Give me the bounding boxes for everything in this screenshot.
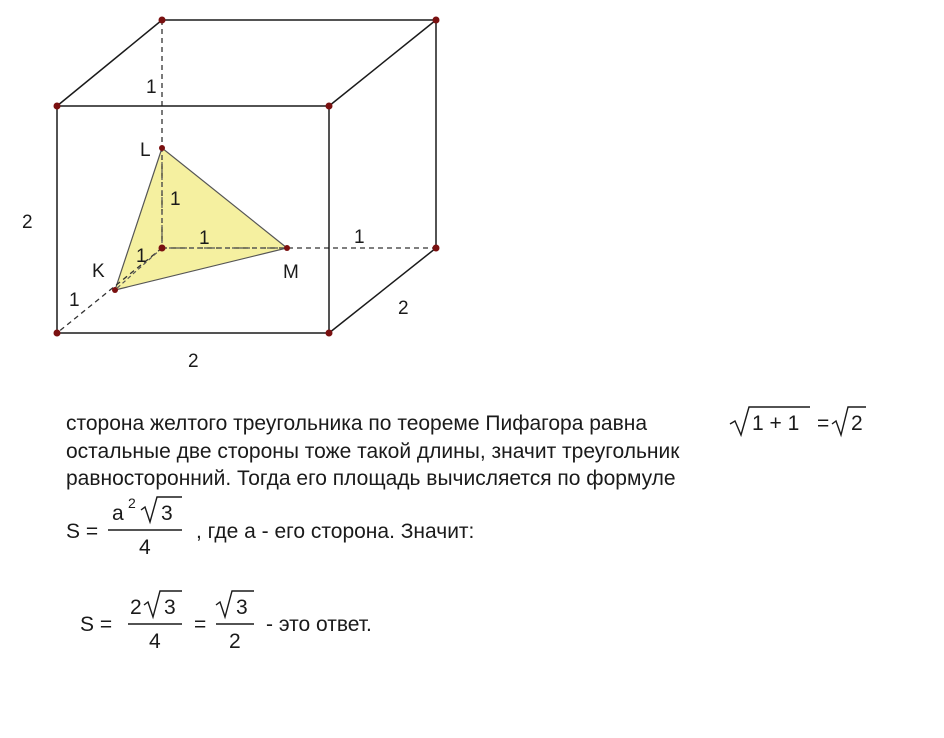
vertex [54,330,61,337]
formula-2-fraction-1 [120,588,190,654]
edge-label-back: 1 [354,227,365,248]
formula-2-sqrt-arg-2: 3 [236,596,248,619]
yellow-triangle [115,148,287,290]
formula-2-fraction-2 [212,588,262,654]
edge-label-ck: 1 [136,246,147,267]
text-line-3: равносторонний. Тогда его площадь вычисляется по формуле [66,467,676,490]
visible-edges [57,20,436,333]
vertex [326,330,333,337]
formula-1-denominator: 4 [139,536,151,559]
vertex-k [112,287,118,293]
formula-2-coef: 2 [130,596,142,619]
radical-sign [144,591,182,617]
sqrt-argument: 1 + 1 [752,412,800,435]
equals-sign: = [817,412,830,435]
vertex-m [284,245,290,251]
vertex [159,245,166,252]
point-label-l: L [140,140,151,161]
point-label-m: M [283,262,299,283]
vertex [326,103,333,110]
edge-label-cm: 1 [199,228,210,249]
formula-1-exponent: 2 [128,495,136,511]
vertex [54,103,61,110]
sqrt-argument: 2 [851,412,863,435]
edge-label-vertical-top: 1 [146,77,157,98]
text-line-2: остальные две стороны тоже такой длины, значит треугольник [66,440,680,463]
text-line-1-body: сторона желтого треугольника по теореме Пифагора равна [66,412,648,435]
vertex [433,245,440,252]
formula-1-a: a [112,502,124,525]
hidden-edges [57,20,436,333]
formula-2-denominator: 4 [149,630,161,653]
point-label-k: K [92,261,105,282]
formula-1-sqrt-arg: 3 [161,502,173,525]
formula-2-denominator-2: 2 [229,630,241,653]
bottom-right-edge [329,248,436,333]
formula-2-sqrt-arg: 3 [164,596,176,619]
formula-1-tail: , где а - его сторона. Значит: [196,520,475,543]
edge-label-width: 2 [188,351,199,372]
formula-2-tail: - это ответ. [266,613,372,636]
edge-label-height: 2 [22,212,33,233]
edge-label-kd: 1 [69,290,80,311]
sqrt-1-plus-1 [728,404,878,438]
edge-label-lc: 1 [170,189,181,210]
edge-label-depth: 2 [398,298,409,319]
text-line-1 [66,411,647,437]
formula-1-lhs: S = [66,520,99,543]
formula-1-fraction [104,494,194,560]
top-right-edge [329,20,436,106]
radical-sign [216,591,254,617]
formula-2-lhs: S = [80,613,113,636]
formula-2-equals: = [194,613,207,636]
vertex-l [159,145,165,151]
vertex [433,17,440,24]
vertex [159,17,166,24]
